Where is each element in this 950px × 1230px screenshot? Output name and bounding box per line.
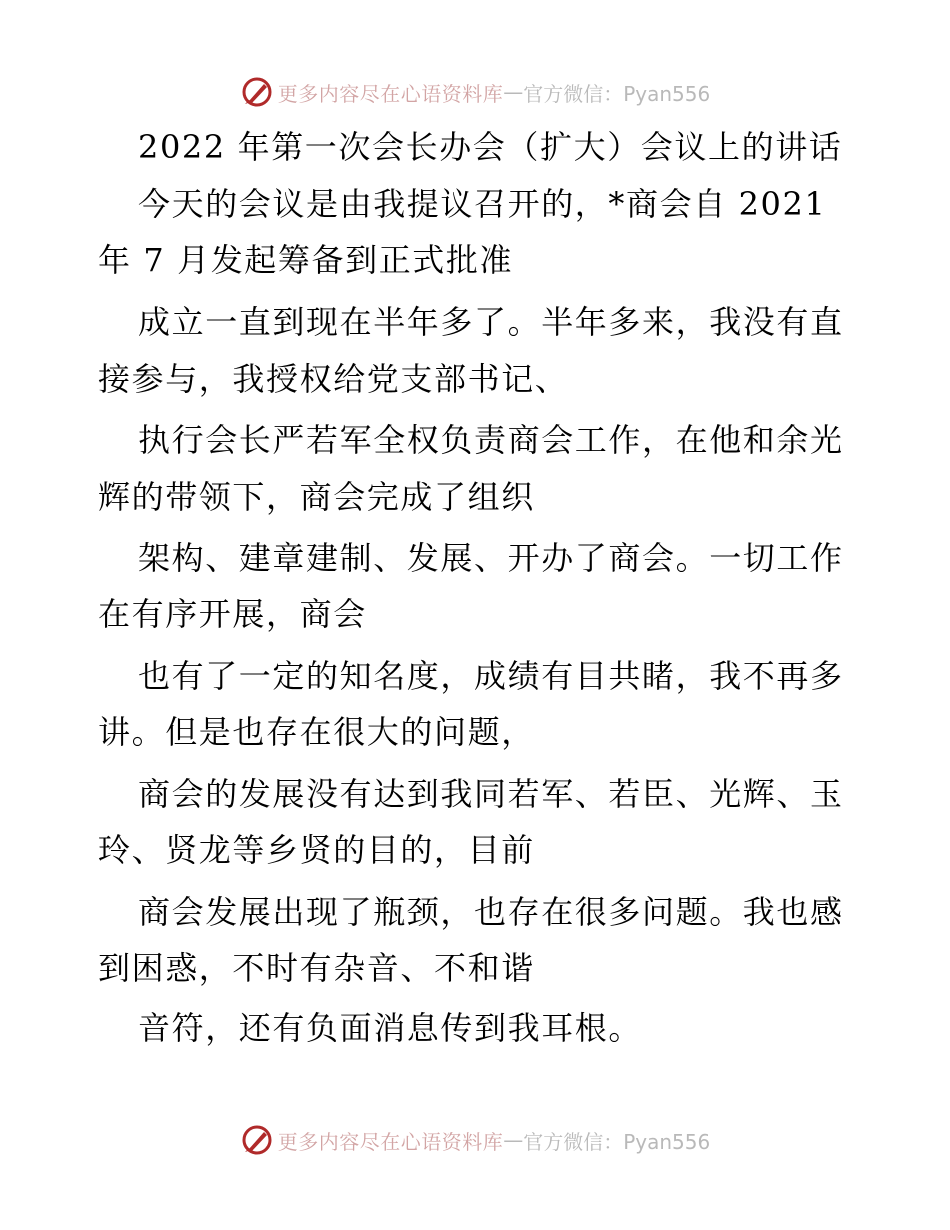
header-watermark	[0, 72, 950, 112]
text-line: 商会发展出现了瓶颈，也存在很多问题。我也感	[138, 893, 844, 931]
text-line: 玲、贤龙等乡贤的目的，目前	[98, 831, 535, 869]
watermark-contact: 官方微信：Pyan556	[523, 1129, 711, 1154]
pen-logo-icon	[240, 75, 274, 109]
watermark-contact: 官方微信：Pyan556	[523, 81, 711, 106]
text-line: 成立一直到现在半年多了。半年多来，我没有直	[138, 303, 844, 341]
footer-watermark	[0, 1120, 950, 1160]
document-title: 2022 年第一次会长办会（扩大）会议上的讲话	[138, 128, 843, 166]
watermark-dash: —	[503, 80, 524, 104]
watermark-dash: —	[503, 1128, 524, 1152]
text-line: 在有序开展，商会	[98, 595, 367, 633]
text-line: 商会的发展没有达到我同若军、若臣、光辉、玉	[138, 775, 844, 813]
pen-logo-icon	[240, 1123, 274, 1157]
text-line: 接参与，我授权给党支部书记、	[98, 360, 569, 398]
text-line: 架构、建章建制、发展、开办了商会。一切工作	[138, 539, 844, 577]
text-line: 到困惑，不时有杂音、不和谐	[98, 949, 535, 987]
text-line: 讲。但是也存在很大的问题，	[98, 713, 535, 751]
text-line: 年 7 月发起筹备到正式批准	[98, 241, 514, 279]
text-line: 辉的带领下，商会完成了组织	[98, 478, 535, 516]
text-line: 今天的会议是由我提议召开的，*商会自 2021	[138, 185, 827, 223]
watermark-text: 更多内容尽在心语资料库	[277, 81, 504, 106]
text-line: 音符，还有负面消息传到我耳根。	[138, 1009, 643, 1047]
watermark-text: 更多内容尽在心语资料库	[277, 1129, 504, 1154]
text-line: 也有了一定的知名度，成绩有目共睹，我不再多	[138, 657, 844, 695]
text-line: 执行会长严若军全权负责商会工作，在他和余光	[138, 421, 844, 459]
